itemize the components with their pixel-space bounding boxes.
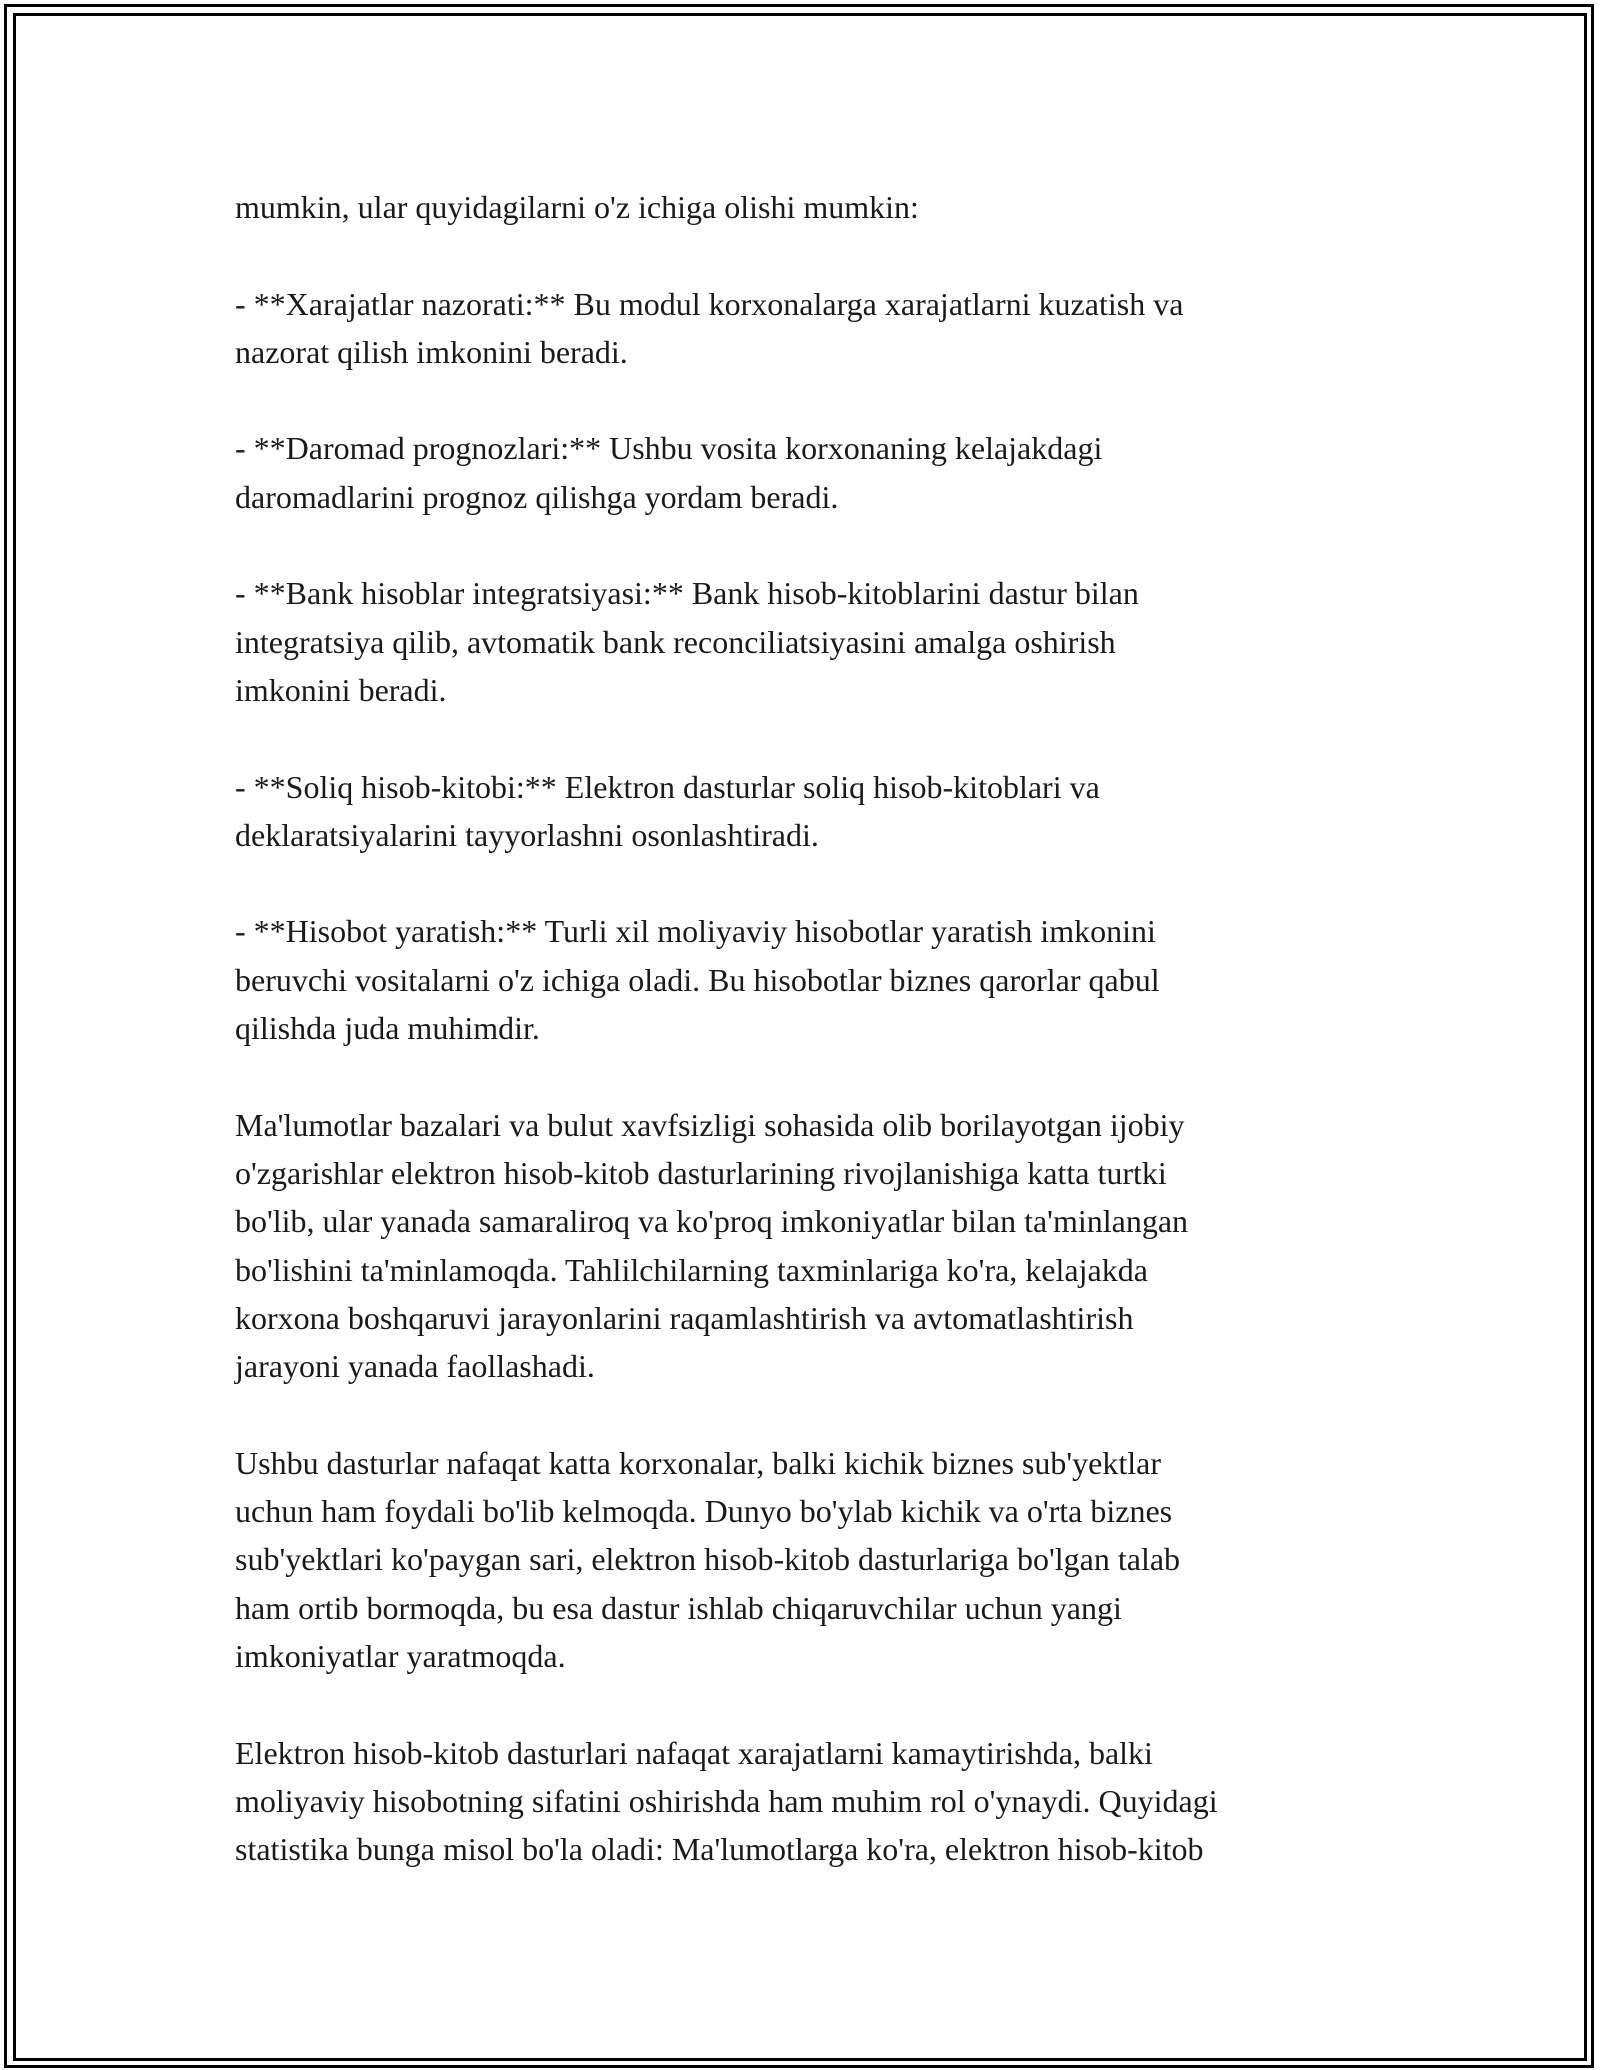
paragraph-database-cloud-security: Ma'lumotlar bazalari va bulut xavfsizligi sohasida olib borilayotgan ijobiy o'zgarishlar elektron hisob-kitob dasturlarining rivojlanishiga katta turtki bo'lib, ular yanada samaraliroq va ko'proq imkoniyatlar bilan ta'minlangan bo'lishini ta'minlamoqda. Tahlilchilarning taxminlariga ko'ra, kelajakda korxona boshqaruvi jarayonlarini raqamlashtirish va avtomatlashtirish jarayoni yanada faollashadi. (235, 1106, 1189, 1385)
paragraph-cost-reduction: Elektron hisob-kitob dasturlari nafaqat xarajatlarni kamaytirishda, balki moliyaviy hisobotning sifatini oshirishda ham muhim rol o'ynaydi. Quyidagi statistika bunga misol bo'la oladi: Ma'lumotlarga ko'ra, elektron hisob-kitob (235, 1734, 1218, 1868)
list-item-tax-calculation: - **Soliq hisob-kitobi:** Elektron dasturlar soliq hisob-kitoblari va deklaratsiyalarini tayyorlashni osonlashtiradi. (235, 768, 1100, 853)
paragraph-small-business: Ushbu dasturlar nafaqat katta korxonalar, balki kichik biznes sub'yektlar uchun ham foydali bo'lib kelmoqda. Dunyo bo'ylab kichik va o'rta biznes sub'yektlari ko'paygan sari, elektron hisob-kitob dasturlariga bo'lgan talab ham ortib bormoqda, bu esa dastur ishlab chiqaruvchilar uchun yangi imkoniyatlar yaratmoqda. (235, 1444, 1181, 1674)
list-item-report-generation: - **Hisobot yaratish:** Turli xil moliyaviy hisobotlar yaratish imkonini beruvchi vositalarni o'z ichiga oladi. Bu hisobotlar biznes qarorlar qabul qilishda juda muhimdir. (235, 913, 1160, 1047)
list-item-expense-control: - **Xarajatlar nazorati:** Bu modul korxonalarga xarajatlarni kuzatish va nazorat qilish imkonini beradi. (235, 285, 1184, 370)
paragraph-intro-continuation: mumkin, ular quyidagilarni o'z ichiga olishi mumkin: (235, 189, 919, 225)
document-body (235, 183, 1415, 1873)
list-item-income-forecasts: - **Daromad prognozlari:** Ushbu vosita korxonaning kelajakdagi daromadlarini prognoz qilishga yordam beradi. (235, 430, 1103, 515)
list-item-bank-integration: - **Bank hisoblar integratsiyasi:** Bank hisob-kitoblarini dastur bilan integratsiya qilib, avtomatik bank reconciliatsiyasini amalga oshirish imkonini beradi. (235, 575, 1139, 708)
